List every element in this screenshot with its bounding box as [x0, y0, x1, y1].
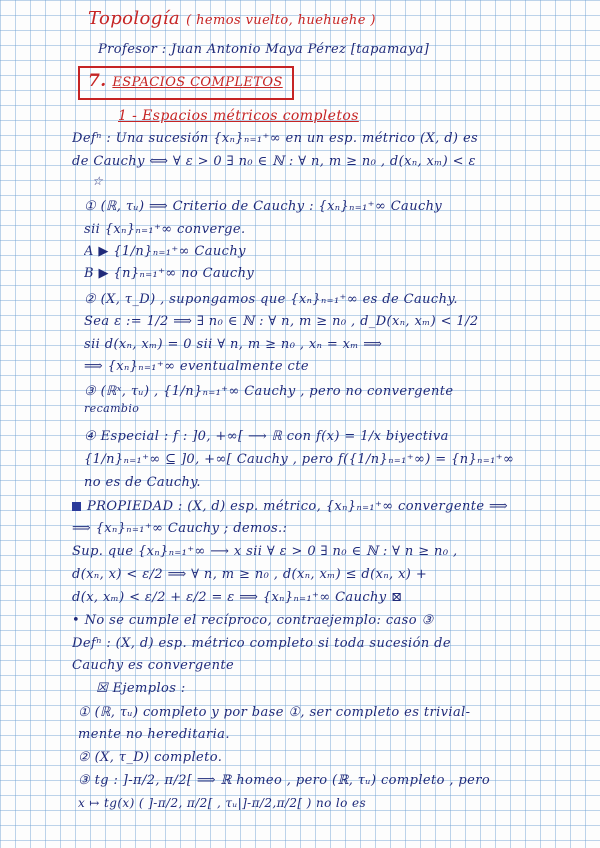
- title-text: Topología: [88, 8, 181, 29]
- complete-example-3-line-2: x ↦ tg(x) ( ]-π/2, π/2[ , τᵤ|]-π/2,π/2[ ) no lo es: [78, 796, 367, 810]
- complete-example-3-line-1: ③ tg : ]-π/2, π/2[ ⟹ ℝ homeo , pero (ℝ, τᵤ) completo , pero: [78, 773, 491, 788]
- examples-heading: ☒ Ejemplos :: [96, 681, 186, 696]
- property-line-3: Sup. que {xₙ}ₙ₌₁⁺∞ ⟶ x sii ∀ ε > 0 ∃ n₀ ∈ ℕ : ∀ n ≥ n₀ ,: [72, 544, 458, 559]
- example-1-line-4: B ▶ {n}ₙ₌₁⁺∞ no Cauchy: [84, 266, 255, 281]
- property-line-2: ⟹ {xₙ}ₙ₌₁⁺∞ Cauchy ; demos.:: [72, 521, 288, 536]
- section-heading: 1 - Espacios métricos completos: [118, 108, 359, 124]
- definition-complete-line-2: Cauchy es convergente: [72, 658, 235, 673]
- example-1-line-3: A ▶ {1/n}ₙ₌₁⁺∞ Cauchy: [84, 244, 246, 259]
- chapter-name: ESPACIOS COMPLETOS: [112, 75, 283, 90]
- complete-example-1-line-2: mente no hereditaria.: [78, 727, 230, 742]
- example-1-line-2: sii {xₙ}ₙ₌₁⁺∞ converge.: [84, 222, 246, 237]
- example-2-line-4: ⟹ {xₙ}ₙ₌₁⁺∞ eventualmente cte: [84, 359, 309, 374]
- property-marker-icon: [72, 502, 81, 511]
- example-4-line-1: ④ Especial : f : ]0, +∞[ ⟶ ℝ con f(x) = 1/x biyectiva: [84, 429, 449, 444]
- complete-example-2: ② (X, τ_D) completo.: [78, 750, 223, 765]
- example-4-line-2: {1/n}ₙ₌₁⁺∞ ⊆ ]0, +∞[ Cauchy , pero f({1/n}ₙ₌₁⁺∞) = {n}ₙ₌₁⁺∞: [84, 452, 515, 467]
- star-mark: ☆: [92, 174, 104, 188]
- definition-complete-line-1: Defⁿ : (X, d) esp. métrico completo si toda sucesión de: [72, 636, 451, 651]
- example-2-line-1: ② (X, τ_D) , supongamos que {xₙ}ₙ₌₁⁺∞ es de Cauchy.: [84, 292, 458, 307]
- example-2-line-3: sii d(xₙ, xₘ) = 0 sii ∀ n, m ≥ n₀ , xₙ = xₘ ⟹: [84, 337, 383, 352]
- chapter-number: 7.: [88, 71, 107, 91]
- example-3-line-1: ③ (ℝˣ, τᵤ) , {1/n}ₙ₌₁⁺∞ Cauchy , pero no convergente: [84, 384, 454, 399]
- converse-note: • No se cumple el recíproco, contraejemplo: caso ③: [72, 613, 434, 628]
- property-line-4: d(xₙ, x) < ε/2 ⟹ ∀ n, m ≥ n₀ , d(xₙ, xₘ) ≤ d(xₙ, x) +: [72, 567, 428, 582]
- example-4-line-3: no es de Cauchy.: [84, 475, 201, 490]
- example-2-line-2: Sea ε := 1/2 ⟹ ∃ n₀ ∈ ℕ : ∀ n, m ≥ n₀ , d_D(xₙ, xₘ) < 1/2: [84, 314, 479, 329]
- chapter-heading: [88, 71, 600, 91]
- professor-line: Profesor : Juan Antonio Maya Pérez [tapamaya]: [98, 42, 430, 57]
- property-line-1: [72, 499, 600, 514]
- property-line-5: d(x, xₘ) < ε/2 + ε/2 = ε ⟹ {xₙ}ₙ₌₁⁺∞ Cauchy ⊠: [72, 590, 403, 605]
- property-text-1: PROPIEDAD : (X, d) esp. métrico, {xₙ}ₙ₌₁⁺∞ convergente ⟹: [87, 499, 509, 514]
- definition-cauchy-line-1: Defⁿ : Una sucesión {xₙ}ₙ₌₁⁺∞ en un esp. métrico (X, d) es: [72, 131, 479, 146]
- example-3-line-2: recambio: [84, 402, 140, 415]
- title-note: ( hemos vuelto, huehuehe ): [186, 13, 376, 28]
- definition-cauchy-line-2: de Cauchy ⟺ ∀ ε > 0 ∃ n₀ ∈ ℕ : ∀ n, m ≥ n₀ , d(xₙ, xₘ) < ε: [72, 154, 476, 169]
- example-1-line-1: ① (ℝ, τᵤ) ⟹ Criterio de Cauchy : {xₙ}ₙ₌₁⁺∞ Cauchy: [84, 199, 443, 214]
- page-title: [88, 8, 600, 29]
- complete-example-1-line-1: ① (ℝ, τᵤ) completo y por base ①, ser completo es trivial-: [78, 705, 471, 720]
